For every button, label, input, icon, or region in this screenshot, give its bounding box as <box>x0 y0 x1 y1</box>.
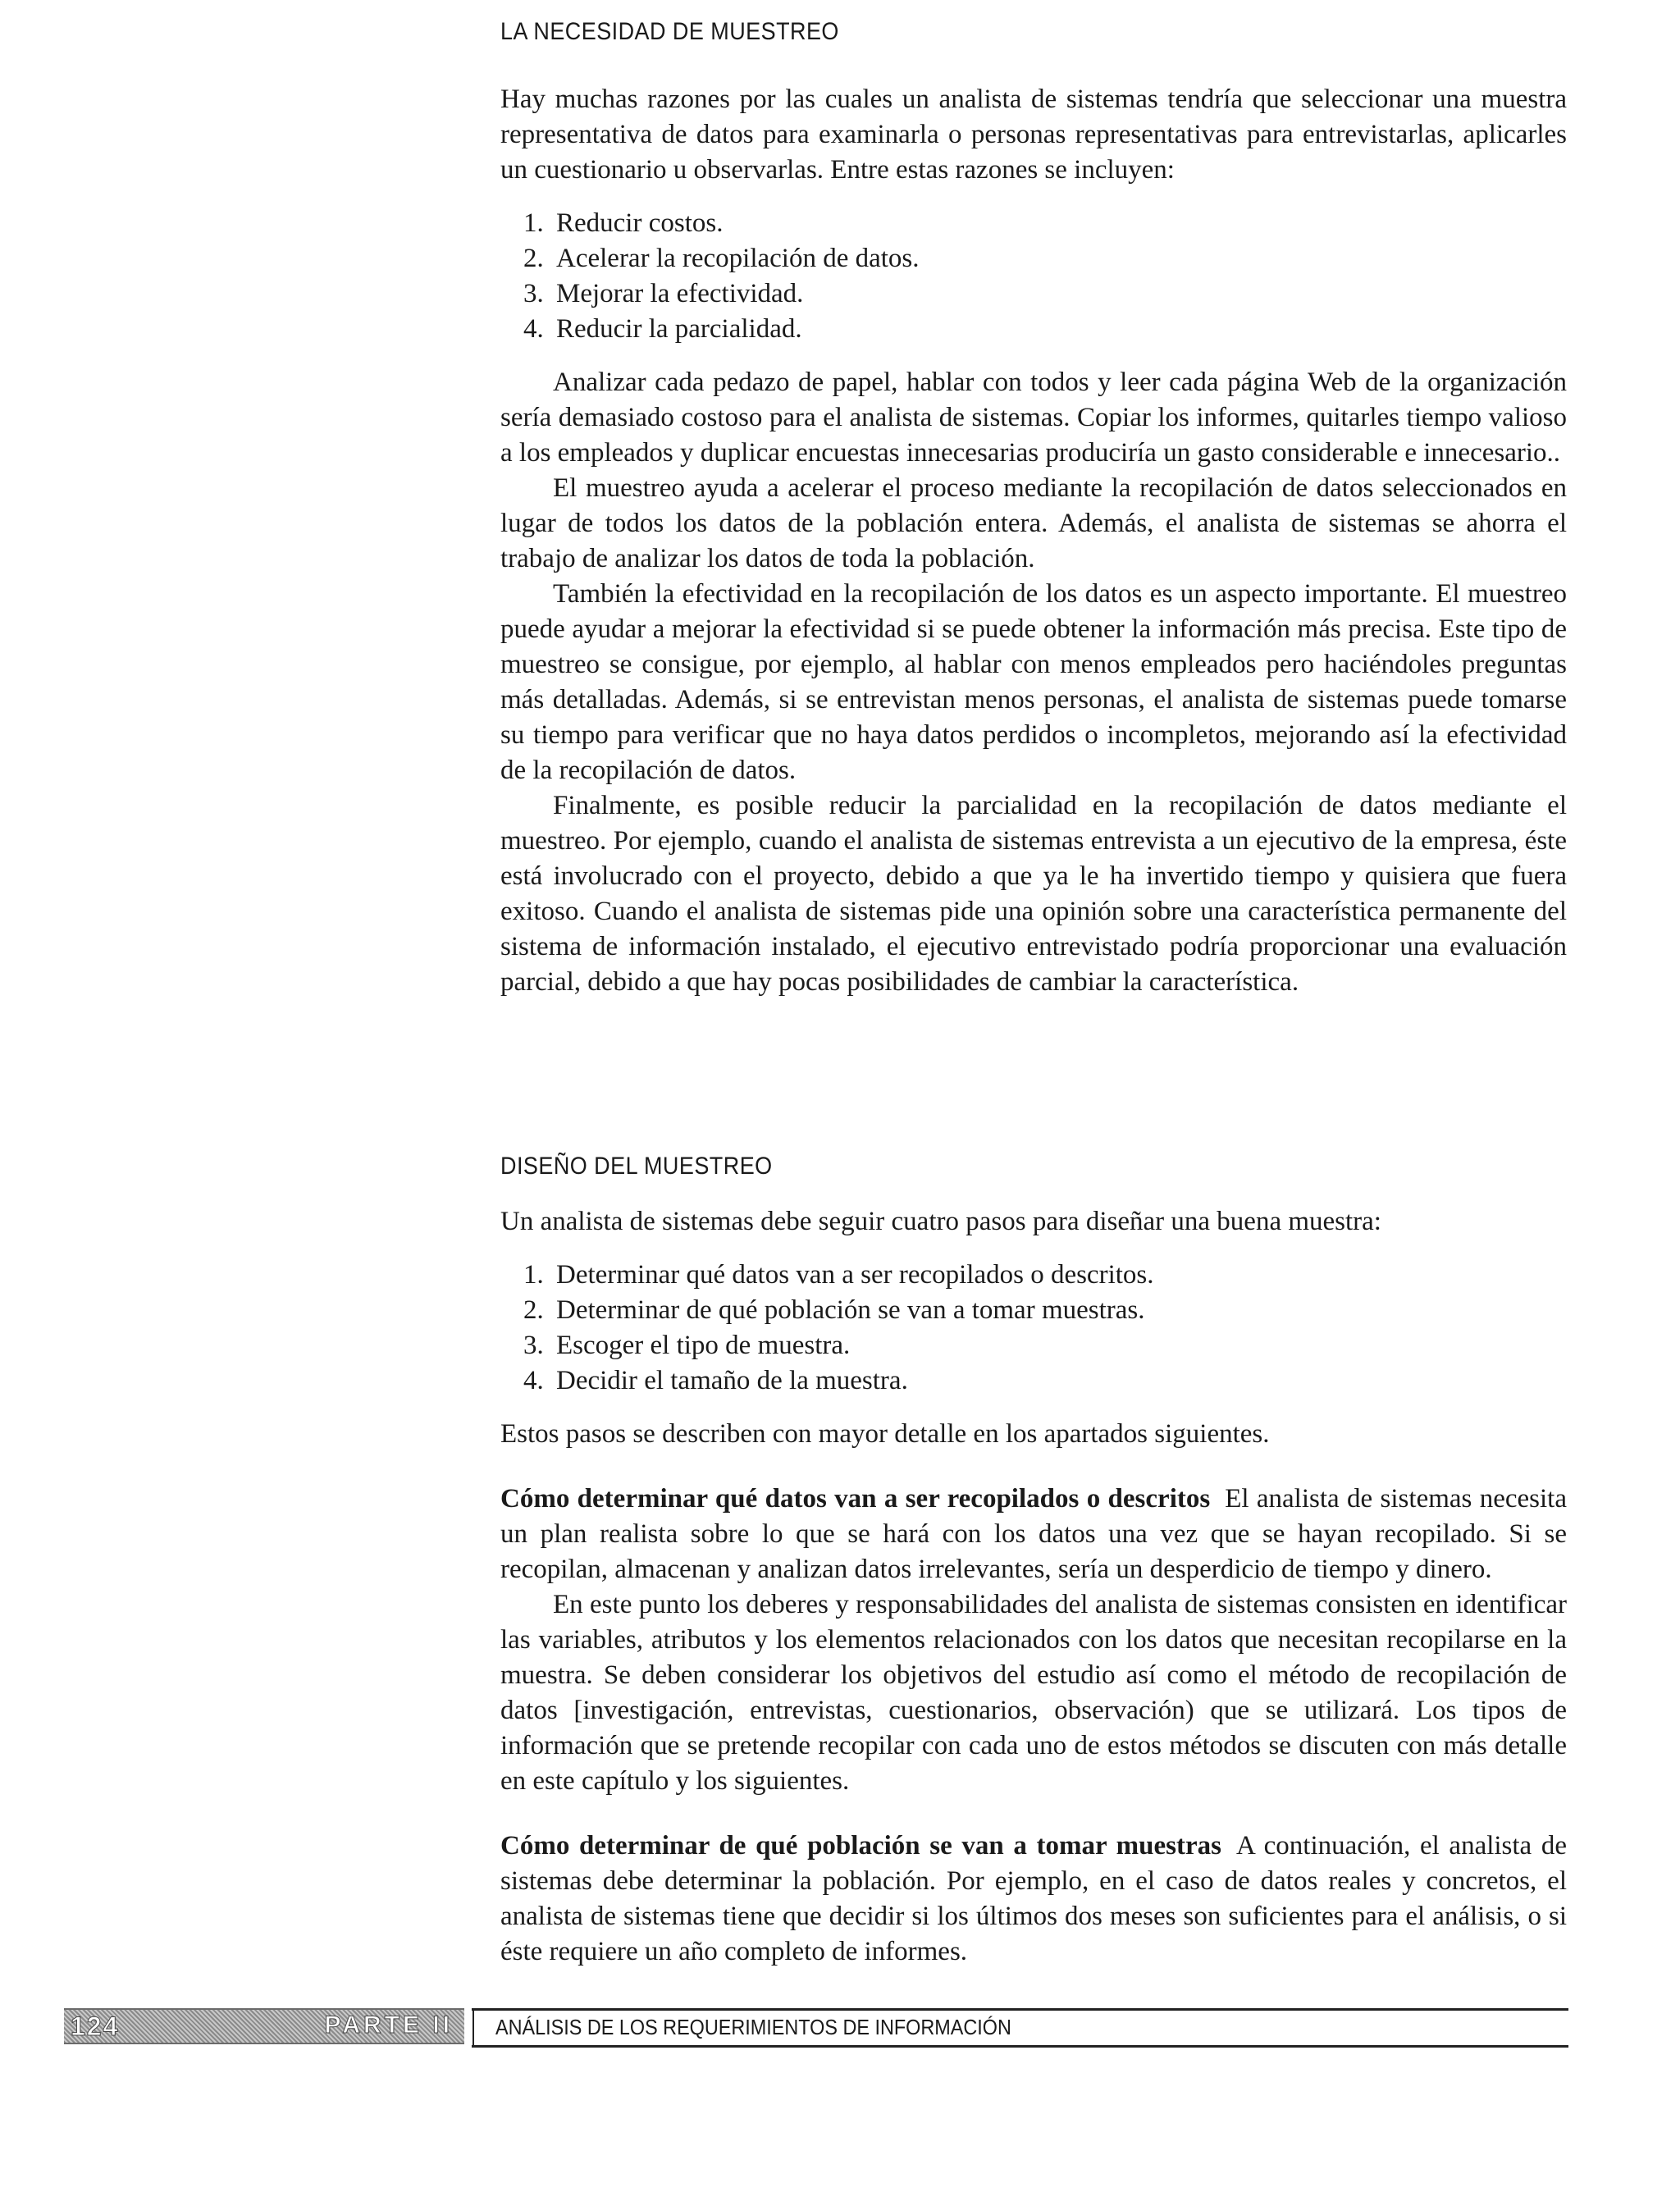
list-item: 3. Escoger el tipo de muestra. <box>523 1331 851 1360</box>
reasons-list <box>523 206 1567 347</box>
list-item: 4. Reducir la parcialidad. <box>523 314 802 344</box>
outro-paragraph: Estos pasos se describen con mayor detalle en los apartados siguientes. <box>500 1419 1270 1449</box>
paragraph-costos: Analizar cada pedazo de papel, hablar con todos y leer cada página Web de la organización sería demasiado costoso para el analista de sistemas. Copiar los informes, quitarles tiempo valioso a los empleados y duplicar encuestas innecesarias produciría un gasto considerable e innecesario.. <box>500 368 1567 468</box>
part-label: PARTE II <box>324 2011 453 2039</box>
section-body-diseno <box>500 1204 1567 1970</box>
page-number: 124 <box>71 2011 120 2041</box>
section-heading-diseno: DISEÑO DEL MUESTREO <box>500 1153 773 1180</box>
footer-divider <box>472 2008 474 2046</box>
subsection-title: Cómo determinar de qué población se van a tomar muestras <box>500 1831 1221 1861</box>
footer-band <box>64 2008 464 2044</box>
subsection-datos: Cómo determinar qué datos van a ser recopilados o descritos El analista de sistemas necesita un plan realista sobre lo que se hará con los datos una vez que se hayan recopilado. Si se recopilan, almacenan y analizan datos irrelevantes, sería un desperdicio de tiempo y dinero. <box>500 1484 1567 1584</box>
intro-paragraph: Un analista de sistemas debe seguir cuatro pasos para diseñar una buena muestra: <box>500 1207 1381 1236</box>
section-heading-necesidad: LA NECESIDAD DE MUESTREO <box>500 18 839 45</box>
list-item: 2. Determinar de qué población se van a tomar muestras. <box>523 1295 1145 1325</box>
footer-title: ANÁLISIS DE LOS REQUERIMIENTOS DE INFORMACIÓN <box>495 2015 1011 2039</box>
list-item: 3. Mejorar la efectividad. <box>523 279 804 308</box>
paragraph-acelerar: El muestreo ayuda a acelerar el proceso mediante la recopilación de datos seleccionados en lugar de todos los datos de la población entera. Además, el analista de sistemas se ahorra el trabajo de analizar los datos de toda la población. <box>500 473 1567 573</box>
paragraph-efectividad: También la efectividad en la recopilación de los datos es un aspecto importante. El muestreo puede ayudar a mejorar la efectividad si se puede obtener la información más precisa. Este tipo de muestreo se consigue, por ejemplo, al hablar con menos empleados pero haciéndoles preguntas más detalladas. Además, si se entrevistan menos personas, el analista de sistemas puede tomarse su tiempo para verificar que no haya datos perdidos o incompletos, mejorando así la efectividad de la recopilación de datos. <box>500 579 1567 785</box>
footer-rule-top <box>472 2008 1568 2011</box>
paragraph-parcialidad: Finalmente, es posible reducir la parcialidad en la recopilación de datos mediante el muestreo. Por ejemplo, cuando el analista de sistemas entrevista a un ejecutivo de la empresa, éste está involucrado con el proyecto, debido a que ya le ha invertido tiempo y quisiera que fuera exitoso. Cuando el analista de sistemas pide una opinión sobre una característica permanente del sistema de información instalado, el ejecutivo entrevistado podría proporcionar una evaluación parcial, debido a que hay pocas posibilidades de cambiar la característica. <box>500 791 1567 997</box>
intro-paragraph: Hay muchas razones por las cuales un analista de sistemas tendría que seleccionar una muestra representativa de datos para examinarla o personas representativas para entrevistarlas, aplicarles un cuestionario u observarlas. Entre estas razones se incluyen: <box>500 84 1567 185</box>
list-item: 1. Reducir costos. <box>523 208 724 238</box>
paragraph-deberes: En este punto los deberes y responsabilidades del analista de sistemas consisten en identificar las variables, atributos y los elementos relacionados con los datos que necesitan recopilarse en la muestra. Se deben considerar los objetivos del estudio así como el método de recopilación de datos [investigación, entrevistas, cuestionarios, observación) que se utilizará. Los tipos de información que se pretende recopilar con cada uno de estos métodos se discuten con más detalle en este capítulo y los siguientes. <box>500 1590 1567 1796</box>
list-item: 1. Determinar qué datos van a ser recopilados o descritos. <box>523 1260 1154 1290</box>
subsection-poblacion: Cómo determinar de qué población se van a tomar muestras A continuación, el analista de sistemas debe determinar la población. Por ejemplo, en el caso de datos reales y concretos, el analista de sistemas tiene que decidir si los últimos dos meses son suficientes para el análisis, o si éste requiere un año completo de informes. <box>500 1831 1567 1966</box>
steps-list <box>523 1258 1567 1399</box>
list-item: 2. Acelerar la recopilación de datos. <box>523 244 920 273</box>
list-item: 4. Decidir el tamaño de la muestra. <box>523 1366 908 1395</box>
section-body-necesidad <box>500 82 1567 1000</box>
footer-rule-bottom <box>472 2045 1568 2048</box>
subsection-title: Cómo determinar qué datos van a ser recopilados o descritos <box>500 1484 1211 1514</box>
